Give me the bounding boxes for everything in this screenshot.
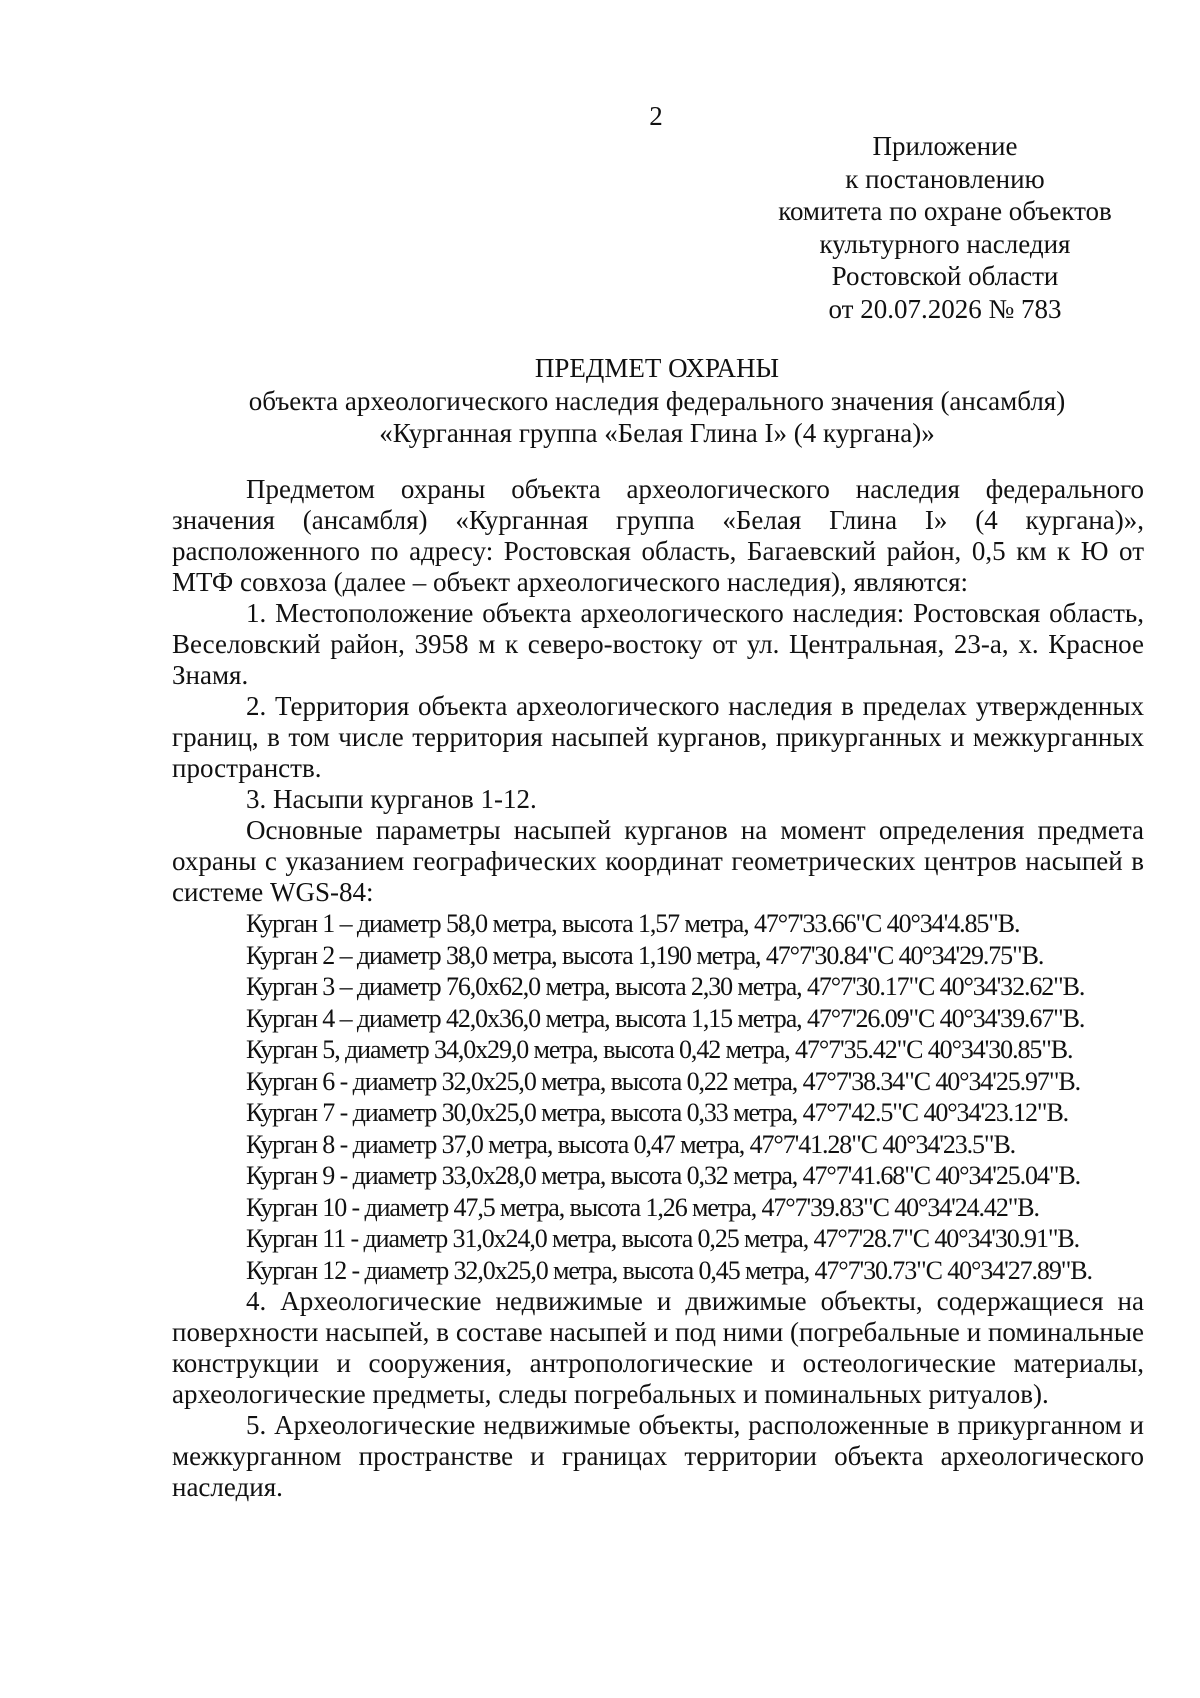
appendix-line: Ростовской области xyxy=(831,261,1059,291)
kurgan-entry: Курган 12 - диаметр 32,0х25,0 метра, высота 0,45 метра, 47°7'30.73"С 40°34'27.89"В. xyxy=(246,1255,1092,1285)
item-objects: 4. Археологические недвижимые и движимые объекты, содержащиеся на поверхности насыпей, в составе насыпей и под ними (погребальные и поминальные конструкции и сооружения, антропологические и остеологические материалы, археологические предметы, следы погребальных и поминальных ритуалов). xyxy=(172,1286,1144,1409)
kurgan-entry: Курган 8 - диаметр 37,0 метра, высота 0,47 метра, 47°7'41.28"С 40°34'23.5"В. xyxy=(246,1129,1016,1159)
kurgan-entry: Курган 5, диаметр 34,0х29,0 метра, высота 0,42 метра, 47°7'35.42"С 40°34'30.85"В. xyxy=(246,1035,1073,1064)
appendix-line: от 20.07.2026 № 783 xyxy=(828,293,1062,324)
kurgan-entry: Курган 3 – диаметр 76,0х62,0 метра, высота 2,30 метра, 47°7'30.17"С 40°34'32.62"В. xyxy=(246,972,1085,1001)
title-subtitle: объекта археологического наследия федерального значения (ансамбля) xyxy=(248,385,1066,416)
parameters-intro: Основные параметры насыпей курганов на момент определения предмета охраны с указанием географических координат геометрических центров насыпей в системе WGS-84: xyxy=(172,815,1144,907)
page-number: 2 xyxy=(649,101,663,131)
kurgan-entry: Курган 6 - диаметр 32,0х25,0 метра, высота 0,22 метра, 47°7'38.34"С 40°34'25.97"В. xyxy=(246,1066,1080,1096)
title-heading: ПРЕДМЕТ ОХРАНЫ xyxy=(534,353,780,383)
kurgan-entry: Курган 2 – диаметр 38,0 метра, высота 1,190 метра, 47°7'30.84"С 40°34'29.75"В. xyxy=(246,940,1044,970)
appendix-line: комитета по охране объектов xyxy=(778,196,1112,226)
intro-paragraph: Предметом охраны объекта археологического наследия федерального значения (ансамбля) «Курганная группа «Белая Глина I» (4 кургана)», расположенного по адресу: Ростовская область, Багаевский район, 0,5 км к Ю от МТФ совхоза (далее – объект археологического наследия), являются: xyxy=(172,474,1144,597)
title-object-name: «Курганная группа «Белая Глина I» (4 кургана)» xyxy=(379,418,935,448)
appendix-line: к постановлению xyxy=(845,163,1045,194)
appendix-line: Приложение xyxy=(872,131,1018,161)
item-location: 1. Местоположение объекта археологического наследия: Ростовская область, Веселовский район, 3958 м к северо-востоку от ул. Центральная, 23-а, х. Красное Знамя. xyxy=(172,598,1144,690)
kurgan-entry: Курган 11 - диаметр 31,0х24,0 метра, высота 0,25 метра, 47°7'28.7"С 40°34'30.91"В. xyxy=(246,1224,1080,1253)
kurgan-entry: Курган 10 - диаметр 47,5 метра, высота 1,26 метра, 47°7'39.83"С 40°34'24.42"В. xyxy=(246,1192,1039,1222)
item-mounds: 3. Насыпи курганов 1-12. xyxy=(246,784,537,814)
item-immovable-objects: 5. Археологические недвижимые объекты, расположенные в прикурганном и межкурганном пространстве и границах территории объекта археологического наследия. xyxy=(172,1410,1144,1502)
kurgan-entry: Курган 7 - диаметр 30,0х25,0 метра, высота 0,33 метра, 47°7'42.5"С 40°34'23.12"В. xyxy=(246,1098,1069,1127)
kurgan-list xyxy=(172,908,1144,1286)
document-body xyxy=(172,474,1144,1503)
kurgan-entry: Курган 4 – диаметр 42,0х36,0 метра, высота 1,15 метра, 47°7'26.09"С 40°34'39.67"В. xyxy=(246,1003,1085,1033)
kurgan-entry: Курган 9 - диаметр 33,0х28,0 метра, высота 0,32 метра, 47°7'41.68"С 40°34'25.04"В. xyxy=(246,1161,1080,1190)
item-territory: 2. Территория объекта археологического наследия в пределах утвержденных границ, в том числе территория насыпей курганов, прикурганных и межкурганных пространств. xyxy=(172,691,1144,783)
appendix-header xyxy=(720,130,1170,325)
kurgan-entry: Курган 1 – диаметр 58,0 метра, высота 1,57 метра, 47°7'33.66"С 40°34'4.85"В. xyxy=(246,909,1020,938)
appendix-line: культурного наследия xyxy=(819,228,1071,259)
document-title xyxy=(172,352,1142,450)
